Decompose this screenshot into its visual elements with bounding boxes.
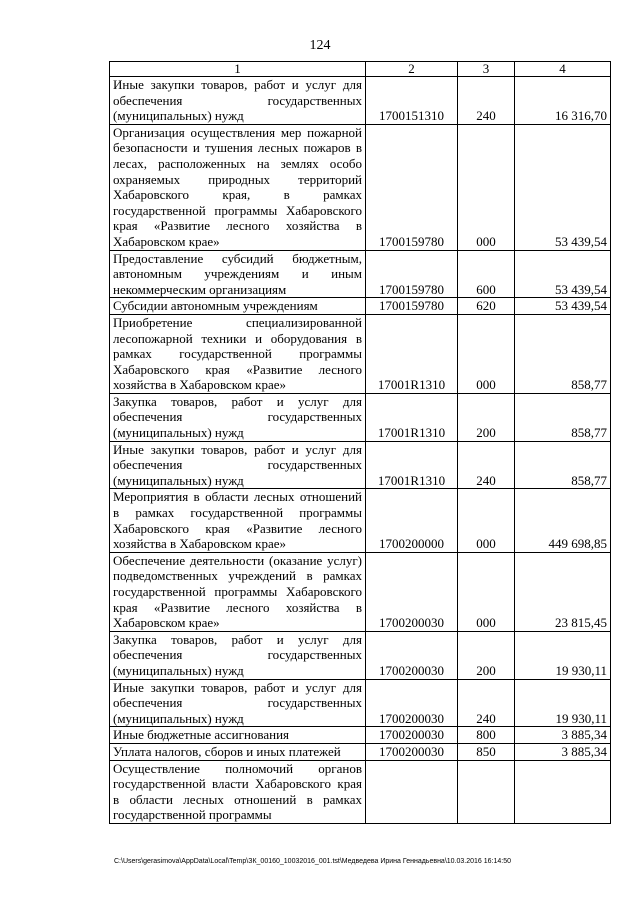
row-code: 1700151310 (366, 77, 458, 125)
row-amount: 19 930,11 (515, 679, 611, 727)
row-name: Закупка товаров, работ и услуг для обеспечения государственных (муниципальных) нужд (110, 631, 366, 679)
table-row (110, 124, 611, 250)
row-name: Приобретение специализированной лесопожарной техники и оборудования в рамках государственной программы Хабаровского края «Развитие лесного хозяйства в Хабаровском крае» (110, 314, 366, 393)
row-type: 000 (458, 124, 515, 250)
row-type (458, 760, 515, 823)
header-cell-type: 3 (458, 62, 515, 77)
row-type: 800 (458, 727, 515, 744)
row-amount: 53 439,54 (515, 250, 611, 298)
header-cell-amount: 4 (515, 62, 611, 77)
row-name: Мероприятия в области лесных отношений в рамках государственной программы Хабаровского края «Развитие лесного хозяйства в Хабаровском крае» (110, 489, 366, 552)
row-type: 240 (458, 441, 515, 489)
row-type: 240 (458, 77, 515, 125)
row-code: 17001R1310 (366, 441, 458, 489)
row-code: 1700159780 (366, 298, 458, 315)
row-amount: 19 930,11 (515, 631, 611, 679)
row-type: 240 (458, 679, 515, 727)
table-row (110, 489, 611, 552)
row-amount: 3 885,34 (515, 743, 611, 760)
row-amount: 16 316,70 (515, 77, 611, 125)
page-number: 124 (309, 38, 331, 53)
row-type: 600 (458, 250, 515, 298)
row-amount: 53 439,54 (515, 124, 611, 250)
table-row (110, 743, 611, 760)
row-amount (515, 760, 611, 823)
row-amount: 858,77 (515, 441, 611, 489)
table-row (110, 679, 611, 727)
row-name: Иные закупки товаров, работ и услуг для обеспечения государственных (муниципальных) нужд (110, 77, 366, 125)
row-name: Осуществление полномочий органов государственной власти Хабаровского края в области лесных отношений в рамках государственной программы (110, 760, 366, 823)
footer-file-path: C:\Users\gerasimova\AppData\Local\Temp\ЗК_00160_10032016_001.tst\Медведева Ирина Геннадьевна\10.03.2016 16:14:50 (114, 858, 511, 865)
table-row (110, 77, 611, 125)
row-code (366, 760, 458, 823)
table-row (110, 314, 611, 393)
table-row (110, 298, 611, 315)
header-cell-code: 2 (366, 62, 458, 77)
row-name: Уплата налогов, сборов и иных платежей (110, 743, 366, 760)
table-row (110, 441, 611, 489)
row-type: 200 (458, 393, 515, 441)
row-name: Иные бюджетные ассигнования (110, 727, 366, 744)
row-type: 000 (458, 489, 515, 552)
table-row (110, 393, 611, 441)
row-amount: 23 815,45 (515, 552, 611, 631)
row-amount: 449 698,85 (515, 489, 611, 552)
row-code: 1700200030 (366, 552, 458, 631)
row-amount: 3 885,34 (515, 727, 611, 744)
header-cell-name: 1 (110, 62, 366, 77)
row-name: Закупка товаров, работ и услуг для обеспечения государственных (муниципальных) нужд (110, 393, 366, 441)
row-code: 1700159780 (366, 124, 458, 250)
row-code: 17001R1310 (366, 314, 458, 393)
row-code: 1700200030 (366, 727, 458, 744)
table-row (110, 727, 611, 744)
row-name: Субсидии автономным учреждениям (110, 298, 366, 315)
row-name: Предоставление субсидий бюджетным, автономным учреждениям и иным некоммерческим организациям (110, 250, 366, 298)
row-type: 200 (458, 631, 515, 679)
row-code: 1700200030 (366, 743, 458, 760)
row-name: Иные закупки товаров, работ и услуг для обеспечения государственных (муниципальных) нужд (110, 679, 366, 727)
row-type: 620 (458, 298, 515, 315)
budget-table (109, 61, 611, 824)
row-type: 000 (458, 314, 515, 393)
table-row (110, 631, 611, 679)
row-amount: 858,77 (515, 314, 611, 393)
row-code: 1700200000 (366, 489, 458, 552)
row-amount: 53 439,54 (515, 298, 611, 315)
row-code: 1700200030 (366, 631, 458, 679)
row-type: 850 (458, 743, 515, 760)
row-name: Обеспечение деятельности (оказание услуг) подведомственных учреждений в рамках государственной программы Хабаровского края «Развитие лесного хозяйства в Хабаровском крае» (110, 552, 366, 631)
row-code: 1700159780 (366, 250, 458, 298)
row-name: Иные закупки товаров, работ и услуг для обеспечения государственных (муниципальных) нужд (110, 441, 366, 489)
row-type: 000 (458, 552, 515, 631)
row-amount: 858,77 (515, 393, 611, 441)
table-row (110, 250, 611, 298)
row-code: 1700200030 (366, 679, 458, 727)
row-code: 17001R1310 (366, 393, 458, 441)
row-name: Организация осуществления мер пожарной безопасности и тушения лесных пожаров в лесах, расположенных на землях особо охраняемых природных территорий Хабаровского края, в рамках государственной программы Хабаровского края «Развитие лесного хозяйства в Хабаровском крае» (110, 124, 366, 250)
table-row (110, 552, 611, 631)
header-row (110, 62, 611, 77)
table-row (110, 760, 611, 823)
